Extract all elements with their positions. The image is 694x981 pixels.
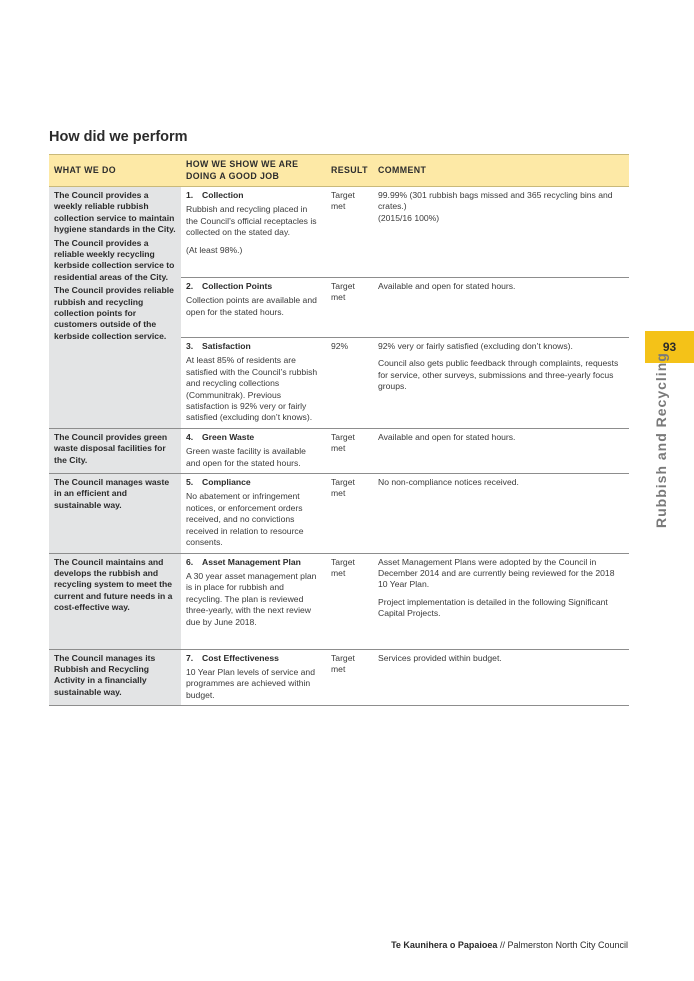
footer-maori-name: Te Kaunihera o Papaioea: [391, 940, 498, 950]
comment-text: 99.99% (301 rubbish bags missed and 365 recycling bins and crates.) (2015/16 100%): [378, 190, 613, 223]
comment-cell: [373, 278, 629, 338]
comment-cell: [373, 474, 629, 553]
what-we-do-cell: [49, 187, 181, 429]
measure-number: 4.: [186, 431, 194, 442]
measure-description: Collection points are available and open for the stated hours.: [186, 295, 317, 317]
measure-title: [186, 190, 321, 201]
table-row: [49, 474, 629, 553]
result-cell: Target met: [326, 187, 373, 278]
comment-text: Available and open for stated hours.: [378, 431, 516, 442]
outcome-text: The Council provides green waste disposal facilities for the City.: [54, 431, 168, 465]
header-how-we-show: HOW WE SHOW WE ARE DOING A GOOD JOB: [181, 155, 326, 187]
performance-table: [49, 154, 629, 706]
comment-cell: [373, 428, 629, 473]
measure-number: 2.: [186, 281, 194, 291]
measure-title: [186, 281, 321, 292]
result-cell: Target met: [326, 474, 373, 553]
footer-council-name: Palmerston North City Council: [507, 940, 628, 950]
measure-name: Compliance: [202, 477, 251, 488]
page-number-tab: 93: [645, 331, 694, 363]
table-row: [49, 428, 629, 473]
measure-cell: [181, 474, 326, 553]
measure-cell: [181, 649, 326, 706]
measure-name: Collection Points: [202, 281, 273, 291]
page-heading: How did we perform: [49, 129, 188, 145]
footer: [391, 940, 628, 950]
measure-name: Asset Management Plan: [202, 556, 301, 567]
measure-description: A 30 year asset management plan is in place for rubbish and recycling. The plan is reviewed three-yearly, with the next review due by June 2018.: [186, 570, 317, 627]
measure-description: 10 Year Plan levels of service and programmes are achieved within budget.: [186, 666, 315, 700]
measure-number: 5.: [186, 477, 194, 488]
outcome-text: The Council manages its Rubbish and Recycling Activity in a financially sustainable way.: [54, 652, 156, 697]
result-cell: Target met: [326, 428, 373, 473]
table-body: [49, 187, 629, 706]
result-cell: Target met: [326, 649, 373, 706]
comment-text: 92% very or fairly satisfied (excluding don’t knows).: [378, 341, 573, 351]
measure-title: [186, 653, 321, 664]
comment-cell: [373, 553, 629, 649]
what-we-do-cell: [49, 428, 181, 473]
comment-cell: [373, 187, 629, 278]
section-side-title: Rubbish and Recycling: [653, 352, 669, 528]
header-what-we-do: WHAT WE DO: [49, 155, 181, 187]
comment-text: Council also gets public feedback through complaints, requests for service, other surveys, submissions and three-yearly focus groups.: [378, 358, 619, 392]
measure-cell: [181, 278, 326, 338]
measure-description: Rubbish and recycling placed in the Council’s official receptacles is collected on the stated day.: [186, 204, 317, 238]
comment-cell: [373, 338, 629, 429]
measure-description: At least 85% of residents are satisfied with the Council’s rubbish and recycling collections (Communitrak). Previous satisfaction is 92% very or fairly satisfied (excluding don’t knows).: [186, 355, 318, 423]
comment-cell: [373, 649, 629, 706]
measure-description: Green waste facility is available and open for the stated hours.: [186, 446, 306, 468]
footer-separator: //: [497, 940, 508, 950]
measure-note: (At least 98%.): [186, 244, 243, 255]
result-cell: Target met: [326, 553, 373, 649]
table-row: [49, 649, 629, 706]
header-result: RESULT: [326, 155, 373, 187]
measure-name: Cost Effectiveness: [202, 652, 279, 663]
measure-cell: [181, 338, 326, 429]
measure-title: [186, 432, 321, 443]
table-header-row: [49, 155, 629, 187]
measure-name: Green Waste: [202, 431, 255, 442]
comment-text: Project implementation is detailed in the following Significant Capital Projects.: [378, 596, 608, 619]
measure-title: [186, 477, 321, 488]
table-row: [49, 187, 629, 278]
measure-title: [186, 341, 321, 352]
measure-number: 3.: [186, 341, 194, 351]
measure-cell: [181, 553, 326, 649]
measure-description: No abatement or infringement notices, or enforcement orders received, and no convictions received in relation to resource consents.: [186, 491, 304, 548]
outcome-text: The Council manages waste in an efficient and sustainable way.: [54, 477, 170, 510]
table-row: [49, 553, 629, 649]
outcome-text: The Council provides reliable rubbish and recycling collection points for customers outside of the kerbside collection service.: [54, 285, 174, 341]
measure-name: Satisfaction: [202, 341, 251, 351]
result-cell: Target met: [326, 278, 373, 338]
comment-text: No non-compliance notices received.: [378, 477, 519, 488]
what-we-do-cell: [49, 649, 181, 706]
measure-number: 7.: [186, 652, 194, 663]
comment-text: Services provided within budget.: [378, 652, 502, 663]
measure-cell: [181, 187, 326, 278]
outcome-text: The Council provides a weekly reliable rubbish collection service to maintain hygiene standards in the City.: [54, 190, 176, 235]
what-we-do-cell: [49, 553, 181, 649]
comment-text: Available and open for stated hours.: [378, 281, 516, 291]
what-we-do-cell: [49, 474, 181, 553]
result-cell: 92%: [326, 338, 373, 429]
outcome-text: The Council maintains and develops the rubbish and recycling system to meet the current and future needs in a cost-effective way.: [54, 556, 173, 613]
measure-title: [186, 557, 321, 568]
header-comment: COMMENT: [373, 155, 629, 187]
comment-text: Asset Management Plans were adopted by the Council in December 2014 and are currently being reviewed for the 2018 10 Year Plan.: [378, 556, 615, 590]
outcome-text: The Council provides a reliable weekly recycling kerbside collection service to residential areas of the City.: [54, 237, 175, 282]
measure-cell: [181, 428, 326, 473]
measure-number: 6.: [186, 556, 194, 567]
measure-name: Collection: [202, 190, 244, 200]
measure-number: 1.: [186, 190, 194, 200]
